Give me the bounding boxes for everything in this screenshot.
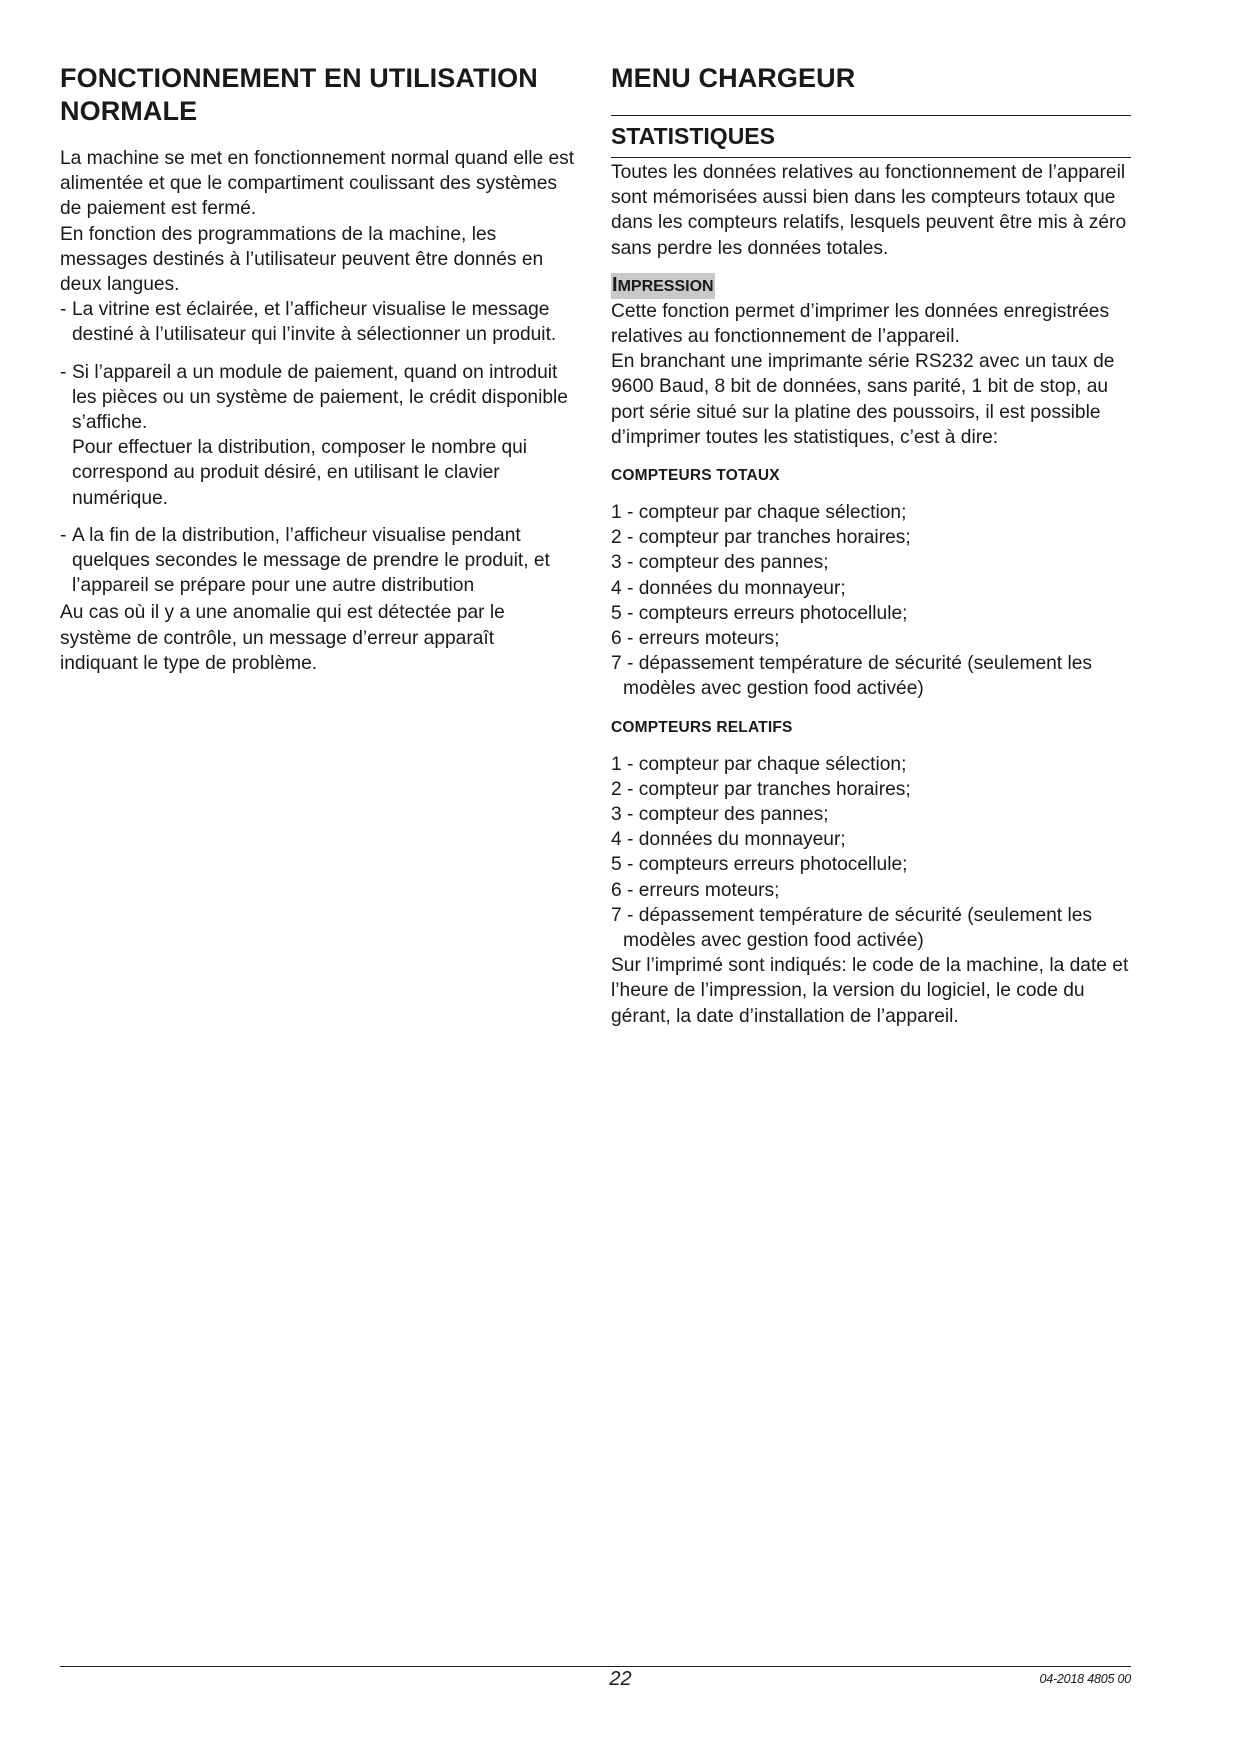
list-item: 2 - compteur par tranches horaires; xyxy=(611,778,911,800)
list-item: - A la fin de la distribution, l’afficheur visualise pendant quelques secondes le message de prendre le produit, et l’appareil se prépare pour une autre distribution xyxy=(60,524,550,597)
heading-relative-counters: COMPTEURS RELATIFS xyxy=(611,718,793,736)
page-number: 22 xyxy=(609,1668,632,1690)
list-item: 3 - compteur des pannes; xyxy=(611,804,829,826)
document-code: 04-2018 4805 00 xyxy=(1039,1672,1131,1686)
paragraph-statistics: Toutes les données relatives au fonctionnement de l’appareil sont mémorisées aussi bien dans les compteurs totaux que dans les compteurs relatifs, lesquels peuvent être mis à zéro sans perdre les données totales. xyxy=(611,162,1127,259)
list-item: 3 - compteur des pannes; xyxy=(611,552,829,574)
paragraph-intro: La machine se met en fonctionnement normal quand elle est alimentée et que le compartiment coulissant des systèmes de paiement est fermé. xyxy=(60,148,575,220)
list-item: 1 - compteur par chaque sélection; xyxy=(611,502,907,524)
footer-divider xyxy=(60,1666,1131,1667)
bullet-list xyxy=(60,297,575,598)
section-heading-normal-use: FONCTIONNEMENT EN UTILISATION NORMALE xyxy=(60,63,538,126)
list-item: - Si l’appareil a un module de paiement, quand on introduit les pièces ou un système de paiement, le crédit disponible s’affiche. Pour effectuer la distribution, composer le nombre qui correspond au produit désiré, en utilisant le clavier numérique. xyxy=(60,361,568,509)
list-item: 4 - données du monnayeur; xyxy=(611,829,846,851)
list-item: 2 - compteur par tranches horaires; xyxy=(611,527,911,549)
paragraph-print-setup: En branchant une imprimante série RS232 avec un taux de 9600 Baud, 8 bit de données, sans parité, 1 bit de stop, au port série situé sur la platine des poussoirs, il est possible d’imprimer toutes les statistiques, c’est à dire: xyxy=(611,351,1115,448)
bullet-marker: - xyxy=(60,524,67,546)
bullet-marker: - xyxy=(60,361,67,383)
relative-counters-list xyxy=(611,752,1131,954)
subsection-heading-statistics: STATISTIQUES xyxy=(611,115,1131,158)
paragraph-printout-contents: Sur l’imprimé sont indiqués: le code de la machine, la date et l’heure de l’impression, la version du logiciel, le code du gérant, la date d’installation de l’appareil. xyxy=(611,955,1129,1027)
bullet-marker: - xyxy=(60,299,67,321)
list-item: 7 - dépassement température de sécurité (seulement les modèles avec gestion food activée) xyxy=(611,904,1092,952)
list-item: 6 - erreurs moteurs; xyxy=(611,628,780,650)
subheading-print: IMPRESSION xyxy=(611,273,715,299)
paragraph-anomaly: Au cas où il y a une anomalie qui est détectée par le système de contrôle, un message d’erreur apparaît indiquant le type de problème. xyxy=(60,602,505,674)
list-item: - La vitrine est éclairée, et l’afficheur visualise le message destiné à l’utilisateur qui l’invite à sélectionner un produit. xyxy=(60,299,557,346)
list-item: 5 - compteurs erreurs photocellule; xyxy=(611,854,908,876)
list-item: 1 - compteur par chaque sélection; xyxy=(611,753,907,775)
right-column xyxy=(611,62,1131,1029)
section-heading-loader-menu: MENU CHARGEUR xyxy=(611,63,856,93)
bullet-continuation: Pour effectuer la distribution, composer le nombre qui correspond au produit désiré, en utilisant le clavier numérique. xyxy=(72,437,528,509)
paragraph-languages: En fonction des programmations de la machine, les messages destinés à l’utilisateur peuvent être donnés en deux langues. xyxy=(60,223,544,296)
heading-total-counters: COMPTEURS TOTAUX xyxy=(611,467,780,485)
list-item: 5 - compteurs erreurs photocellule; xyxy=(611,602,908,624)
left-column xyxy=(60,62,575,676)
list-item: 4 - données du monnayeur; xyxy=(611,577,846,599)
list-item: 6 - erreurs moteurs; xyxy=(611,879,780,901)
paragraph-print-function: Cette fonction permet d’imprimer les données enregistrées relatives au fonctionnement de l’appareil. xyxy=(611,300,1110,348)
list-item: 7 - dépassement température de sécurité (seulement les modèles avec gestion food activée) xyxy=(611,653,1092,700)
total-counters-list xyxy=(611,500,1131,702)
